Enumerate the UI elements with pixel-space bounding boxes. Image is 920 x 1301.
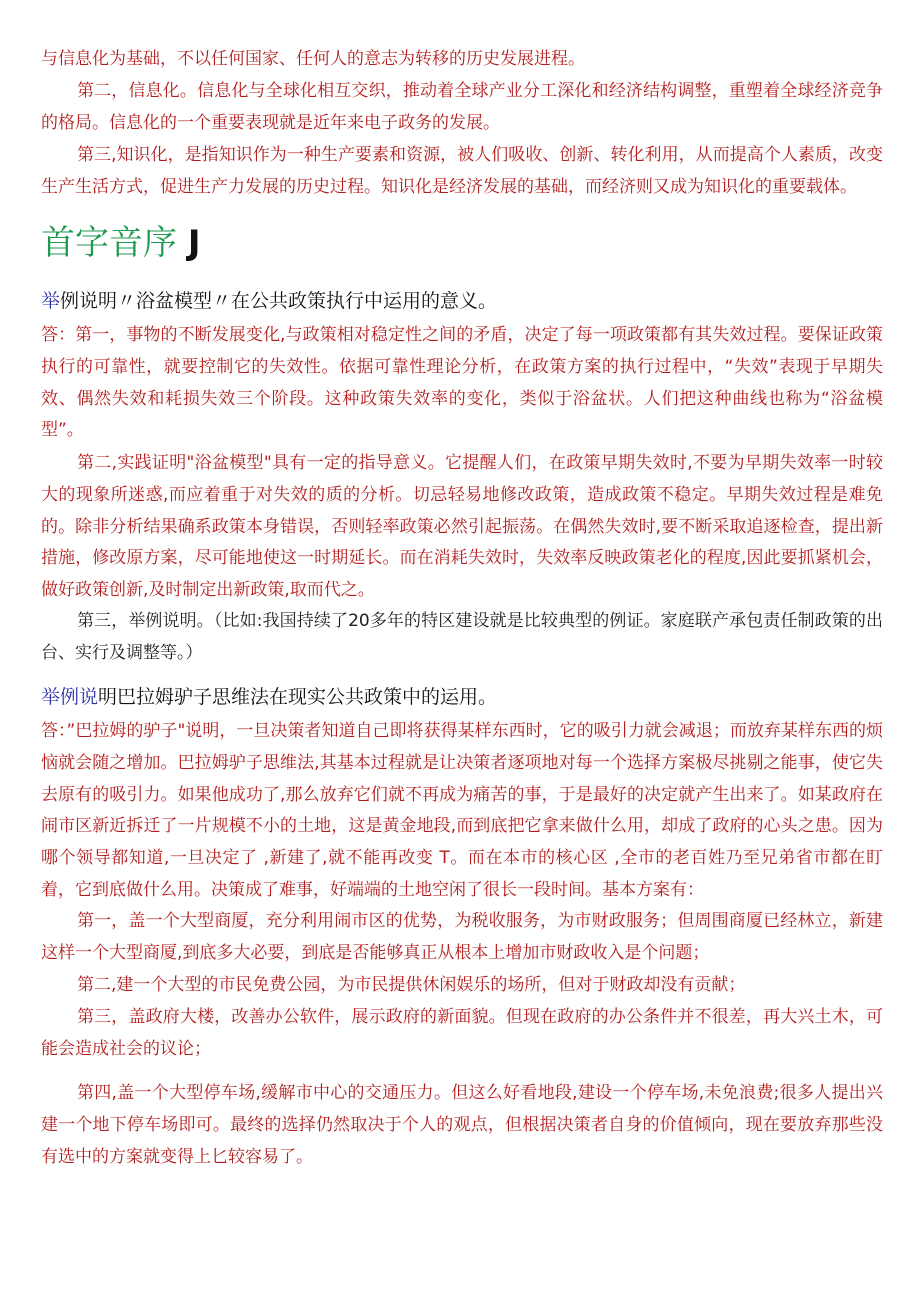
intro-paragraph-3: 第三,知识化，是指知识作为一种生产要素和资源，被人们吸收、创新、转化利用，从而提高个人素质，改变生产生活方式，促进生产力发展的历史过程。知识化是经济发展的基础，而经济则又成为知识化的重要载体。 bbox=[41, 145, 883, 197]
question-2-title bbox=[41, 682, 497, 712]
question-2-prefix: 举例说 bbox=[41, 686, 99, 708]
intro-paragraph-2: 第二，信息化。信息化与全球化相互交织，推动着全球产业分工深化和经济结构调整，重塑着全球经济竞争的格局。信息化的一个重要表现就是近年来电子政务的发展。 bbox=[41, 81, 883, 133]
question-2-answer-5: 第四,盖一个大型停车场,缓解市中心的交通压力。但这么好看地段,建设一个停车场,未免浪费;很多人提出兴建一个地下停车场即可。最终的选择仍然取决于个人的观点，但根据决策者自身的价值倾向，现在要放弃那些没有选中的方案就变得上匕较容易了。 bbox=[41, 1083, 883, 1167]
question-1-answer-3: 第三，举例说明。（比如:我国持续了20多年的特区建设就是比较典型的例证。家庭联产承包责任制政策的出台、实行及调整等。） bbox=[41, 611, 883, 663]
question-2-answer-3: 第二,建一个大型的市民免费公园，为市民提供休闲娱乐的场所，但对于财政却没有贡献； bbox=[77, 975, 746, 995]
section-heading-letter: J bbox=[187, 223, 201, 263]
question-2-text: 明巴拉姆驴子思维法在现实公共政策中的运用。 bbox=[98, 686, 498, 708]
question-1-title bbox=[41, 286, 497, 316]
question-2-answer-4: 第三，盖政府大楼，改善办公软件，展示政府的新面貌。但现在政府的办公条件并不很差，再大兴土木，可能会造成社会的议论； bbox=[41, 1007, 883, 1059]
question-1-text: 例说明〃浴盆模型〃在公共政策执行中运用的意义。 bbox=[60, 290, 498, 312]
question-2-answer-1: 答：”巴拉姆的驴子"说明，一旦决策者知道自己即将获得某样东西时，它的吸引力就会减退；而放弃某样东西的烦恼就会随之增加。巴拉姆驴子思维法,其基本过程就是让决策者逐项地对每一个选择方案极尽挑剔之能事，使它失去原有的吸引力。如果他成功了,那么放弃它们就不再成为痛苦的事，于是最好的决定就产生出来了。如某政府在闹市区新近拆迁了一片规模不小的土地，这是黄金地段,而到底把它拿来做什么用，却成了政府的心头之患。因为哪个领导都知道,一旦决定了 ,新建了,就不能再改变 T。而在本市的核心区 ,全市的老百姓乃至兄弟省市都在盯着，它到底做什么用。决策成了难事，好端端的土地空闲了很长一段时间。基本方案有： bbox=[41, 721, 883, 900]
question-1-answer-2: 第二,实践证明"浴盆模型"具有一定的指导意义。它提醒人们，在政策早期失效时,不要为早期失效率一时较大的现象所迷惑,而应着重于对失效的质的分析。切忌轻易地修改政策，造成政策不稳定。早期失效过程是难免的。除非分析结果确系政策本身错误，否则轻率政策必然引起振荡。在偶然失效时,要不断采取追逐检查，提出新措施，修改原方案，尽可能地使这一时期延长。而在消耗失效时，失效率反映政策老化的程度,因此要抓紧机会，做好政策创新,及时制定出新政策,取而代之。 bbox=[41, 453, 883, 601]
question-1-prefix: 举 bbox=[41, 290, 61, 312]
section-heading-title: 首字音序 bbox=[41, 223, 177, 263]
intro-paragraph-1: 与信息化为基础，不以任何国家、任何人的意志为转移的历史发展进程。 bbox=[41, 49, 585, 69]
section-heading bbox=[41, 218, 200, 268]
question-2-answer-2: 第一，盖一个大型商厦，充分利用闹市区的优势，为税收服务，为市财政服务；但周围商厦已经林立，新建这样一个大型商厦,到底多大必要，到底是否能够真正从根本上增加市财政收入是个问题； bbox=[41, 911, 883, 963]
question-1-answer-1: 答：第一，事物的不断发展变化,与政策相对稳定性之间的矛盾，决定了每一项政策都有其失效过程。要保证政策执行的可靠性，就要控制它的失效性。依据可靠性理论分析，在政策方案的执行过程中，“失效”表现于早期失效、偶然失效和耗损失效三个阶段。这种政策失效率的变化，类似于浴盆状。人们把这种曲线也称为“浴盆模型”。 bbox=[41, 325, 883, 441]
